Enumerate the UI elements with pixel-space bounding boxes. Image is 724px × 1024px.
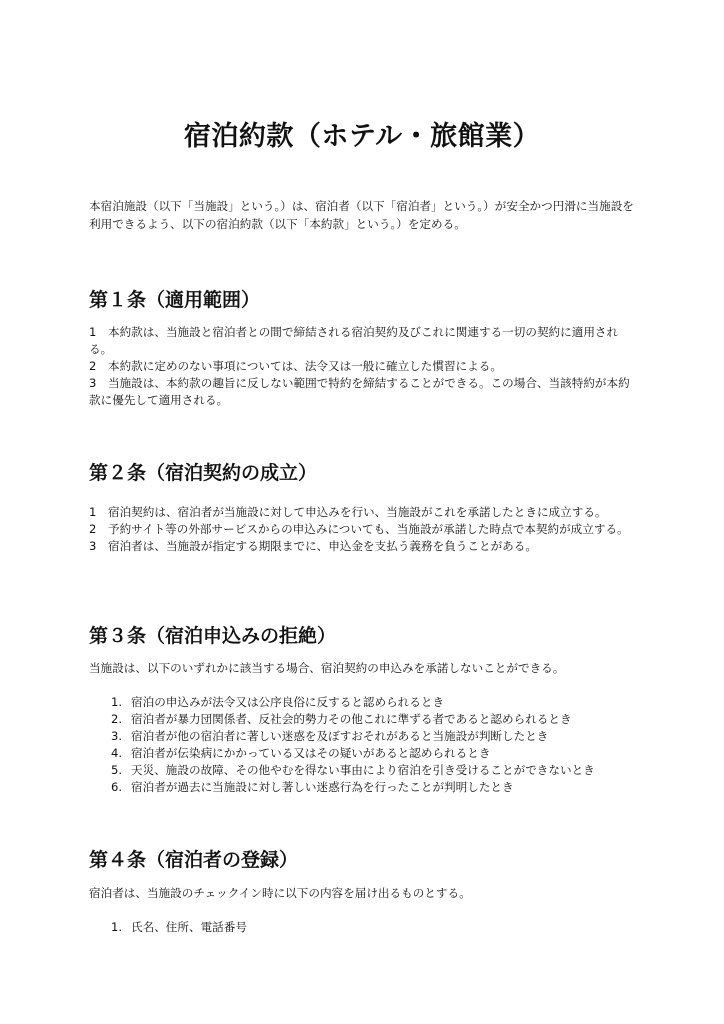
list-item-text: 天災、施設の故障、その他やむを得ない事由により宿泊を引き受けることができないとき bbox=[131, 762, 595, 777]
article-2-body bbox=[89, 504, 637, 555]
section-heading-article-1: 第１条（適用範囲） bbox=[89, 289, 261, 311]
list-item-text: 氏名、住所、電話番号 bbox=[131, 920, 247, 934]
article-2-paragraph-2: 2 予約サイト等の外部サービスからの申込みについても、当施設が承諾した時点で本契約が成立する。 bbox=[89, 522, 629, 536]
list-item-number: 5. bbox=[111, 762, 123, 777]
list-item bbox=[89, 779, 637, 796]
article-4-intro: 宿泊者は、当施設のチェックイン時に以下の内容を届け出るものとする。 bbox=[89, 886, 471, 900]
article-2-paragraph-1: 1 宿泊契約は、宿泊者が当施設に対して申込みを行い、当施設がこれを承諾したときに成立する。 bbox=[89, 505, 607, 519]
article-4-list bbox=[89, 919, 637, 936]
article-1-paragraph-1: 1 本約款は、当施設と宿泊者との間で締結される宿泊契約及びこれに関連する一切の契約に適用される。 bbox=[89, 325, 619, 356]
article-1-paragraph-2: 2 本約款に定めのない事項については、法令又は一般に確立した慣習による。 bbox=[89, 359, 502, 373]
list-item-number: 4. bbox=[111, 745, 123, 760]
list-item-text: 宿泊者が過去に当施設に対し著しい迷惑行為を行ったことが判明したとき bbox=[131, 779, 514, 794]
list-item-number: 3. bbox=[111, 728, 123, 743]
document-intro: 本宿泊施設（以下「当施設」という。）は、宿泊者（以下「宿泊者」という。）が安全かつ円滑に当施設を利用できるよう、以下の宿泊約款（以下「本約款」という。）を定める。 bbox=[89, 199, 634, 231]
list-item bbox=[89, 728, 637, 745]
list-item-text: 宿泊者が伝染病にかかっている又はその疑いがあると認められるとき bbox=[131, 745, 491, 760]
list-item-text: 宿泊者が他の宿泊者に著しい迷惑を及ぼすおそれがあると当施設が判断したとき bbox=[131, 728, 549, 743]
article-2-paragraph-3: 3 宿泊者は、当施設が指定する期限までに、申込金を支払う義務を負うことがある。 bbox=[89, 539, 537, 553]
article-1-paragraph-3: 3 当施設は、本約款の趣旨に反しない範囲で特約を締結することができる。この場合、当該特約が本約款に優先して適用される。 bbox=[89, 376, 630, 407]
document-title: 宿泊約款（ホテル・旅館業） bbox=[183, 121, 541, 152]
list-item bbox=[89, 919, 637, 936]
section-heading-article-4: 第４条（宿泊者の登録） bbox=[89, 849, 299, 871]
list-item-text: 宿泊者が暴力団関係者、反社会的勢力その他これに準ずる者であると認められるとき bbox=[131, 711, 572, 726]
list-item-number: 6. bbox=[111, 779, 123, 794]
list-item bbox=[89, 762, 637, 779]
article-3-intro: 当施設は、以下のいずれかに該当する場合、宿泊契約の申込みを承諾しないことができる。 bbox=[89, 661, 565, 675]
list-item-number: 2. bbox=[111, 711, 123, 726]
article-3-list bbox=[89, 694, 637, 795]
list-item-number: 1. bbox=[111, 920, 123, 934]
list-item bbox=[89, 711, 637, 728]
section-heading-article-2: 第２条（宿泊契約の成立） bbox=[89, 462, 318, 484]
list-item bbox=[89, 745, 637, 762]
list-item-number: 1. bbox=[111, 695, 123, 709]
list-item-text: 宿泊の申込みが法令又は公序良俗に反すると認められるとき bbox=[131, 695, 445, 709]
article-1-body bbox=[89, 324, 637, 409]
list-item bbox=[89, 694, 637, 711]
section-heading-article-3: 第３条（宿泊申込みの拒絶） bbox=[89, 625, 337, 647]
